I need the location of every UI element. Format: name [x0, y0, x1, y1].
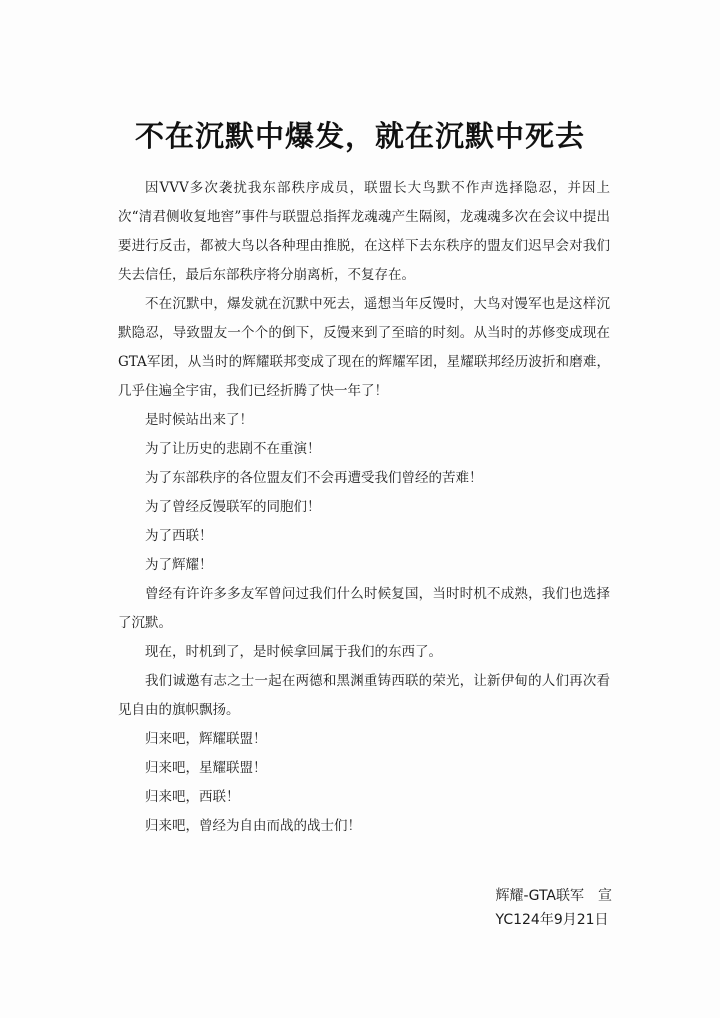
body-paragraph: 现在，时机到了，是时候拿回属于我们的东西了。: [145, 644, 442, 660]
document-title: 不在沉默中爆发，就在沉默中死去: [134, 119, 585, 153]
body-paragraph: 曾经有许许多多友军曾问过我们什么时候复国，当时时机不成熟，我们也选择了沉默。: [118, 586, 610, 631]
body-paragraph: 因VVV多次袭扰我东部秩序成员，联盟长大鸟默不作声选择隐忍，并因上次“清君侧收复地窖”事件与联盟总指挥龙魂魂产生隔阂，龙魂魂多次在会议中提出要进行反击，都被大鸟以各种理由推脱，在这样下去东秩序的盟友们迟早会对我们失去信任，最后东部秩序将分崩离析，不复存在。: [118, 180, 610, 283]
body-line: 为了辉耀！: [145, 557, 213, 573]
body-line: 归来吧，星耀联盟！: [145, 760, 267, 776]
body-line: 归来吧，曾经为自由而战的战士们！: [145, 818, 361, 834]
signature-block: [496, 884, 612, 932]
body-line: 为了东部秩序的各位盟友们不会再遭受我们曾经的苦难！: [145, 470, 483, 486]
body-line: 归来吧，辉耀联盟！: [145, 731, 267, 747]
body-line: 归来吧，西联！: [145, 789, 240, 805]
signature-issuer: 辉耀-GTA联军 宣: [495, 888, 612, 904]
body-line: 是时候站出来了！: [145, 412, 253, 428]
body-paragraph: 不在沉默中，爆发就在沉默中死去，遥想当年反馒时，大鸟对馒军也是这样沉默隐忍，导致盟友一个个的倒下，反馒来到了至暗的时刻。从当时的苏修变成现在GTA军团，从当时的辉耀联邦变成了现在的辉耀军团，星耀联邦经历波折和磨难，几乎住遍全宇宙，我们已经折腾了快一年了！: [118, 296, 610, 399]
signature-date: YC124年9月21日: [495, 912, 609, 928]
body-line: 为了西联！: [145, 528, 213, 544]
document-body: [118, 174, 610, 841]
body-line: 为了曾经反馒联军的同胞们！: [145, 499, 321, 515]
body-paragraph: 我们诚邀有志之士一起在两德和黑渊重铸西联的荣光，让新伊甸的人们再次看见自由的旗帜飘扬。: [118, 673, 610, 718]
body-line: 为了让历史的悲剧不在重演！: [145, 441, 321, 457]
